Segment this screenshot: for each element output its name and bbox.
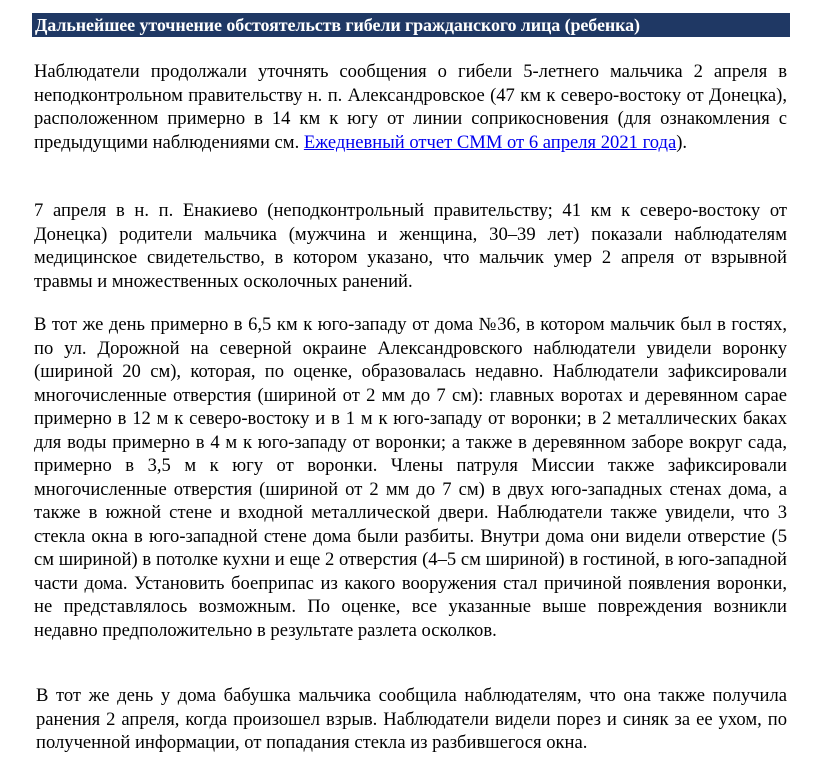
paragraph-1 xyxy=(34,60,787,154)
section-heading: Дальнейшее уточнение обстоятельств гибели гражданского лица (ребенка) xyxy=(35,15,640,35)
section-heading-bar xyxy=(32,13,790,37)
paragraph-3: В тот же день примерно в 6,5 км к юго-западу от дома №36, в котором мальчик был в гостях, по ул. Дорожной на северной окраине Александровского наблюдатели увидели воронку (шириной 20 см), которая, по оценке, образовалась недавно. Наблюдатели зафиксировали многочисленные отверстия (шириной от 2 мм до 7 см): главных воротах и деревянном сарае примерно в 12 м к северо-востоку и в 1 м к юго-западу от воронки; в 2 металлических баках для воды примерно в 4 м к юго-западу от воронки; а также в деревянном заборе вокруг сада, примерно в 3,5 м к югу от воронки. Члены патруля Миссии также зафиксировали многочисленные отверстия (шириной от 2 мм до 7 см) в двух юго-западных стенах дома, а также в южной стене и входной металлической двери. Наблюдатели также увидели, что 3 стекла окна в юго-западной стене дома были разбиты. Внутри дома они видели отверстие (5 см шириной) в потолке кухни и еще 2 отверстия (4–5 см шириной) в гостиной, в юго-западной части дома. Установить боеприпас из какого вооружения стал причиной появления воронки, не представлялось возможным. По оценке, все указанные выше повреждения возникли недавно предположительно в результате разлета осколков. xyxy=(34,314,787,641)
paragraph-4: В тот же день у дома бабушка мальчика сообщила наблюдателям, что она также получила ранения 2 апреля, когда произошел взрыв. Наблюдатели видели порез и синяк за ее ухом, по полученной информации, от попадания стекла из разбившегося окна. xyxy=(36,685,787,753)
daily-report-link[interactable]: Ежедневный отчет СММ от 6 апреля 2021 года xyxy=(303,131,677,153)
paragraph-1-tail: ). xyxy=(676,131,688,153)
paragraph-2: 7 апреля в н. п. Енакиево (неподконтрольный правительству; 41 км к северо-востоку от Донецка) родители мальчика (мужчина и женщина, 30–39 лет) показали наблюдателям медицинское свидетельство, в котором указано, что мальчик умер 2 апреля от взрывной травмы и множественных осколочных ранений. xyxy=(34,200,787,292)
paragraph-1-text: Наблюдатели продолжали уточнять сообщения о гибели 5-летнего мальчика 2 апреля в неподконтрольном правительству н. п. Александровское (47 км к северо-востоку от Донецка), расположенном примерно в 14 км к югу от линии соприкосновения (для ознакомления с предыдущими наблюдениями см. xyxy=(34,61,787,153)
